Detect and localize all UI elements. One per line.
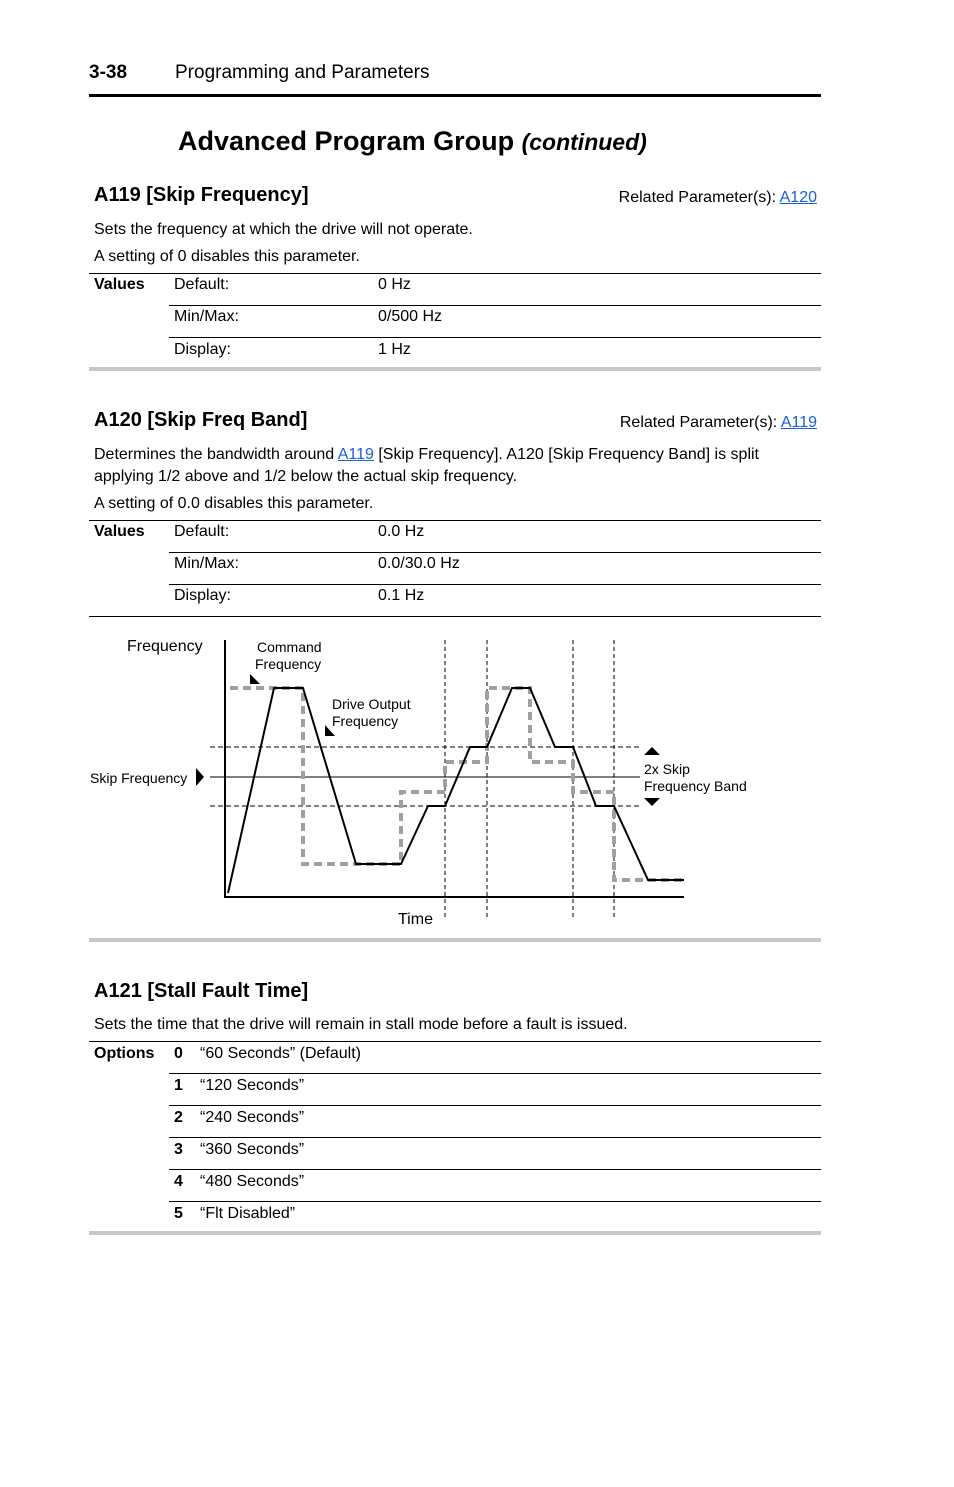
option-number: 5	[174, 1205, 183, 1222]
a121-row-divider	[169, 1073, 821, 1074]
command-frequency-label: Command	[257, 639, 322, 655]
band-label: Frequency Band	[644, 778, 747, 794]
option-number: 1	[174, 1077, 183, 1094]
option-text: “60 Seconds” (Default)	[200, 1045, 361, 1062]
option-text: “360 Seconds”	[200, 1141, 305, 1158]
a120-description: Determines the bandwidth around A119 [Skip Frequency]. A120 [Skip Frequency Band] is split	[94, 446, 759, 463]
option-text: “Flt Disabled”	[200, 1205, 296, 1222]
a119-default-value: 0 Hz	[378, 276, 411, 293]
command-frequency-line	[230, 688, 684, 880]
a119-title: A119 [Skip Frequency]	[94, 184, 309, 206]
a120-minmax-value: 0.0/30.0 Hz	[378, 555, 460, 572]
a121-row-divider	[169, 1105, 821, 1106]
page-title: Advanced Program Group (continued)	[178, 126, 647, 156]
continued-label: (continued)	[521, 129, 647, 155]
band-label: 2x Skip	[644, 761, 690, 777]
skip-frequency-arrow	[196, 768, 204, 786]
section-title: Programming and Parameters	[175, 62, 430, 83]
a121-row-divider	[169, 1201, 821, 1202]
option-number: 4	[174, 1173, 183, 1190]
option-text: “480 Seconds”	[200, 1173, 305, 1190]
a120-disable-note: A setting of 0.0 disables this parameter.	[94, 495, 374, 512]
a119-minmax-label: Min/Max:	[174, 308, 239, 325]
a119-related: Related Parameter(s): A120	[618, 189, 817, 206]
a120-display-label: Display:	[174, 587, 231, 604]
a120-default-label: Default:	[174, 523, 230, 540]
option-number: 2	[174, 1109, 183, 1126]
a120-default-value: 0.0 Hz	[378, 523, 425, 540]
option-number: 3	[174, 1141, 183, 1158]
option-number: 0	[174, 1045, 183, 1062]
a119-related-link[interactable]: A120	[779, 189, 817, 206]
a120-end-bar	[89, 938, 821, 942]
command-pointer-arrow	[250, 674, 260, 684]
a121-end-bar	[89, 1231, 821, 1235]
a120-values-label: Values	[94, 523, 145, 540]
a121-description: Sets the time that the drive will remain in stall mode before a fault is issued.	[94, 1016, 628, 1033]
a121-row-divider	[169, 1137, 821, 1138]
a120-related: Related Parameter(s): A119	[619, 414, 817, 431]
page-number: 3-38	[89, 62, 128, 83]
a119-values-label: Values	[94, 276, 145, 293]
a120-desc-link[interactable]: A119	[337, 446, 374, 463]
option-text: “120 Seconds”	[200, 1077, 305, 1094]
a119-minmax-value: 0/500 Hz	[378, 308, 443, 325]
band-down-arrow	[644, 798, 660, 806]
output-frequency-label: Frequency	[332, 713, 399, 729]
a119-default-label: Default:	[174, 276, 230, 293]
skip-frequency-label: Skip Frequency	[90, 770, 188, 786]
a119-description: Sets the frequency at which the drive will not operate.	[94, 221, 473, 238]
a120-description-line2: applying 1/2 above and 1/2 below the actual skip frequency.	[94, 468, 518, 485]
band-up-arrow	[644, 747, 660, 755]
a120-display-value: 0.1 Hz	[378, 587, 425, 604]
a121-title: A121 [Stall Fault Time]	[94, 980, 309, 1002]
a121-options-label: Options	[94, 1045, 155, 1062]
a121-row-divider	[169, 1169, 821, 1170]
option-text: “240 Seconds”	[200, 1109, 305, 1126]
a120-title: A120 [Skip Freq Band]	[94, 409, 308, 431]
a120-related-link[interactable]: A119	[780, 414, 817, 431]
a119-display-value: 1 Hz	[378, 341, 411, 358]
frequency-axis-label: Frequency	[127, 638, 203, 655]
a119-disable-note: A setting of 0 disables this parameter.	[94, 248, 360, 265]
a121-table-top	[89, 1041, 821, 1042]
command-frequency-label: Frequency	[255, 656, 322, 672]
time-axis-label: Time	[398, 911, 433, 928]
output-frequency-label: Drive Output	[332, 696, 411, 712]
a120-minmax-label: Min/Max:	[174, 555, 239, 572]
a119-display-label: Display:	[174, 341, 231, 358]
